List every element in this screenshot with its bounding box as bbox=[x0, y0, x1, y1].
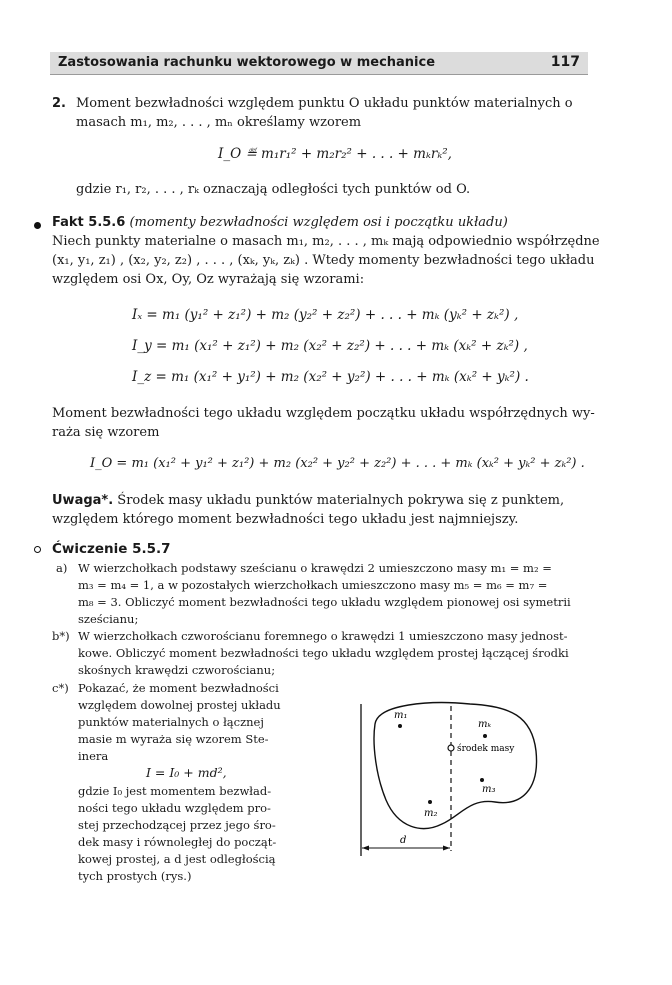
exercise-b-line2: kowe. Obliczyć moment bezwładności tego układu względem prostej łączącej środki bbox=[78, 646, 569, 660]
center-of-mass-marker bbox=[448, 745, 454, 751]
formula-steiner: I = I₀ + md², bbox=[146, 765, 227, 780]
exercise-b-label: b*) bbox=[52, 629, 70, 643]
exercise-title: Ćwiczenie 5.5.7 bbox=[52, 541, 171, 557]
note-label: Uwaga*. bbox=[52, 493, 114, 508]
formula-io: I_O = m₁ (x₁² + y₁² + z₁²) + m₂ (x₂² + y₂² + z₂²) + . . . + mₖ (xₖ² + yₖ² + zₖ²) . bbox=[90, 456, 585, 471]
fact-origin-line2: raża się wzorem bbox=[52, 425, 160, 440]
formula-io-definition: I_O ≝ m₁r₁² + m₂r₂² + . . . + mₖrₖ², bbox=[218, 146, 452, 162]
exercise-a-line1: W wierzchołkach podstawy sześcianu o krawędzi 2 umieszczono masy m₁ = m₂ = bbox=[78, 561, 552, 575]
arrow-left-icon bbox=[362, 846, 369, 851]
arrow-right-icon bbox=[443, 846, 450, 851]
label-m1: m₁ bbox=[394, 710, 408, 721]
exercise-ring-icon bbox=[34, 546, 41, 553]
exercise-c-line4: masie m wyraża się wzorem Ste- bbox=[78, 732, 269, 746]
exercise-a-line4: sześcianu; bbox=[78, 612, 139, 626]
exercise-c-after5: kowej prostej, a d jest odległością bbox=[78, 852, 276, 866]
fact-title: (momenty bezwładności względem osi i początku układu) bbox=[129, 215, 508, 230]
exercise-c-after3: stej przechodzącej przez jego śro- bbox=[78, 818, 276, 832]
mass-point-m2 bbox=[428, 800, 432, 804]
exercise-c-label: c*) bbox=[52, 681, 69, 695]
item2-after: gdzie r₁, r₂, . . . , rₖ oznaczają odległości tych punktów od O. bbox=[76, 182, 471, 197]
exercise-c-after6: tych prostych (rys.) bbox=[78, 869, 192, 883]
page-number: 117 bbox=[550, 54, 580, 70]
exercise-c-line5: inera bbox=[78, 749, 109, 763]
exercise-b-line3: skośnych krawędzi czworościanu; bbox=[78, 663, 276, 677]
exercise-a-label: a) bbox=[56, 561, 68, 575]
exercise-a-line2: m₃ = m₄ = 1, a w pozostałych wierzchołkach umieszczono masy m₅ = m₆ = m₇ = bbox=[78, 578, 548, 592]
item2-line1: Moment bezwładności względem punktu O układu punktów materialnych o bbox=[76, 96, 573, 111]
label-mk: mₖ bbox=[478, 719, 492, 730]
header-title: Zastosowania rachunku wektorowego w mechanice bbox=[58, 55, 436, 70]
formula-ix: Iₓ = m₁ (y₁² + z₁²) + m₂ (y₂² + z₂²) + . . . + mₖ (yₖ² + zₖ²) , bbox=[132, 307, 519, 323]
exercise-b-line1: W wierzchołkach czworościanu foremnego o krawędzi 1 umieszczono masy jednost- bbox=[78, 629, 568, 643]
note-line1 bbox=[52, 491, 612, 510]
item-number: 2. bbox=[52, 96, 66, 111]
steiner-figure bbox=[350, 696, 550, 866]
note-text-1: Środek masy układu punktów materialnych pokrywa się z punktem, bbox=[117, 493, 565, 508]
mass-point-m1 bbox=[398, 724, 402, 728]
label-d: d bbox=[400, 835, 407, 846]
fact-bullet-icon bbox=[34, 222, 41, 229]
label-m2: m₂ bbox=[424, 808, 438, 819]
label-m3: m₃ bbox=[482, 784, 496, 795]
exercise-c-after1: gdzie I₀ jest momentem bezwład- bbox=[78, 784, 272, 798]
item2-line2: masach m₁, m₂, . . . , mₙ określamy wzorem bbox=[76, 115, 362, 130]
mass-point-mk bbox=[483, 734, 487, 738]
running-header bbox=[50, 52, 588, 75]
exercise-c-after2: ności tego układu względem pro- bbox=[78, 801, 271, 815]
exercise-c-line3: punktów materialnych o łącznej bbox=[78, 715, 264, 729]
fact-origin-line1: Moment bezwładności tego układu względem początku układu współrzędnych wy- bbox=[52, 406, 595, 421]
fact-line2: (x₁, y₁, z₁) , (x₂, y₂, z₂) , . . . , (xₖ, yₖ, zₖ) . Wtedy momenty bezwładności tego układu bbox=[52, 253, 595, 268]
note-line2: względem którego moment bezwładności tego układu jest najmniejszy. bbox=[52, 512, 519, 527]
exercise-c-line2: względem dowolnej prostej układu bbox=[78, 698, 281, 712]
label-center: środek masy bbox=[457, 744, 515, 754]
exercise-a-line3: m₈ = 3. Obliczyć moment bezwładności tego układu względem pionowej osi symetrii bbox=[78, 595, 571, 609]
fact-line3: względem osi Ox, Oy, Oz wyrażają się wzorami: bbox=[52, 272, 365, 287]
exercise-c-after4: dek masy i równoległej do począt- bbox=[78, 835, 277, 849]
fact-heading bbox=[52, 213, 612, 232]
fact-line1: Niech punkty materialne o masach m₁, m₂, . . . , mₖ mają odpowiednio współrzędne bbox=[52, 234, 600, 249]
formula-iz: I_z = m₁ (x₁² + y₁²) + m₂ (x₂² + y₂²) + . . . + mₖ (xₖ² + yₖ²) . bbox=[132, 369, 529, 385]
exercise-c-line1: Pokazać, że moment bezwładności bbox=[78, 681, 279, 695]
formula-iy: I_y = m₁ (x₁² + z₁²) + m₂ (x₂² + z₂²) + . . . + mₖ (xₖ² + zₖ²) , bbox=[132, 338, 528, 354]
mass-point-m3 bbox=[480, 778, 484, 782]
fact-label: Fakt 5.5.6 bbox=[52, 215, 126, 230]
body-outline bbox=[374, 703, 536, 829]
